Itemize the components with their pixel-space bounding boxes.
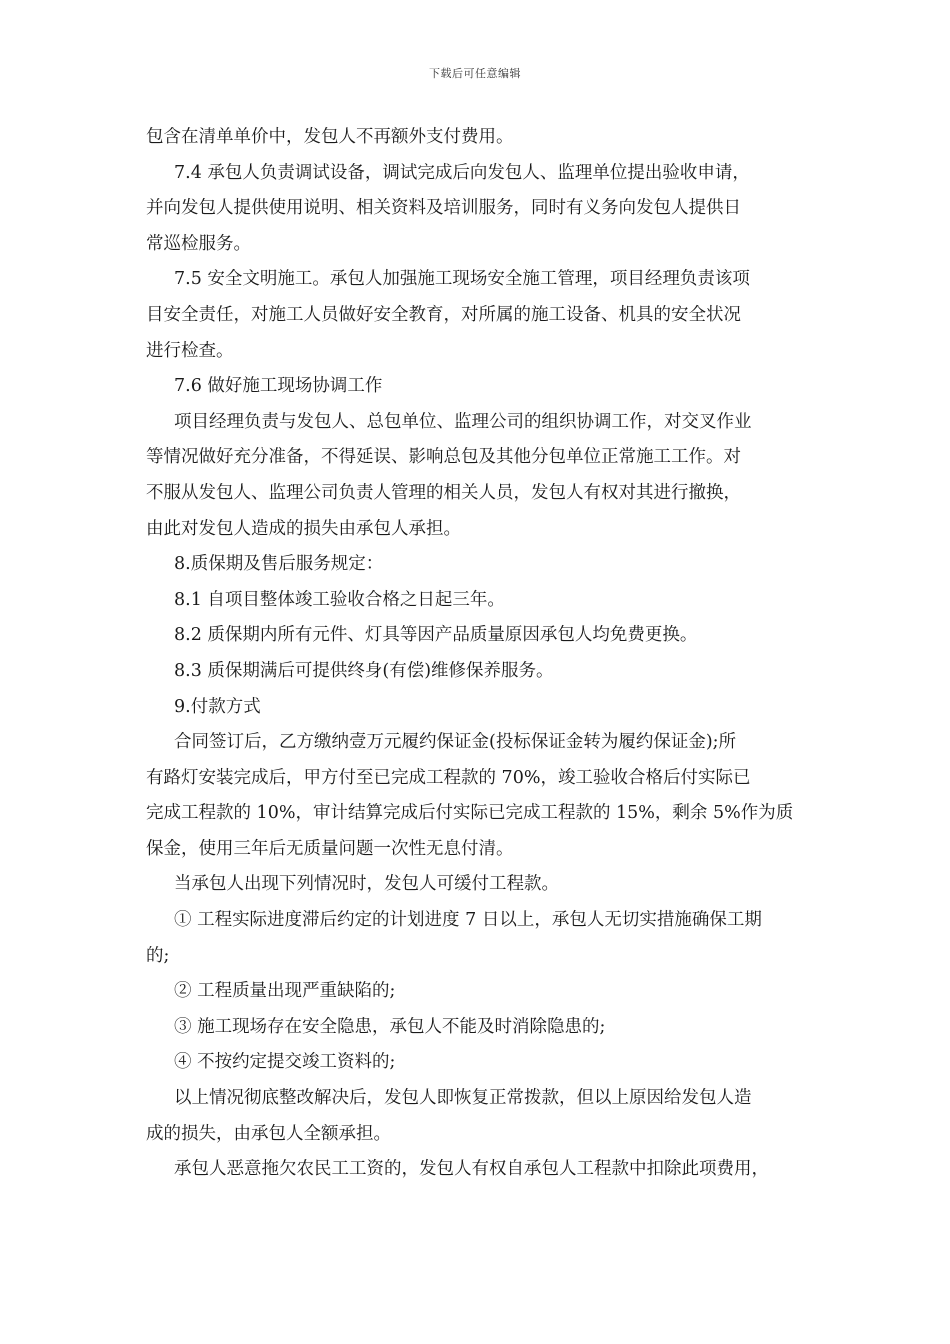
paragraph-line: 项目经理负责与发包人、总包单位、监理公司的组织协调工作，对交叉作业 [174, 411, 752, 432]
paragraph-line: 当承包人出现下列情况时，发包人可缓付工程款。 [174, 874, 559, 895]
paragraph-line: 保金，使用三年后无质量问题一次性无息付清。 [146, 838, 514, 859]
paragraph-line: 8.质保期及售后服务规定： [174, 554, 384, 575]
paragraph-line: 承包人恶意拖欠农民工工资的，发包人有权自承包人工程款中扣除此项费用， [174, 1159, 769, 1180]
paragraph-line: 不服从发包人、监理公司负责人管理的相关人员，发包人有权对其进行撤换， [146, 482, 741, 503]
paragraph-line: 7.4 承包人负责调试设备，调试完成后向发包人、监理单位提出验收申请， [174, 162, 750, 183]
paragraph-line: 7.5 安全文明施工。承包人加强施工现场安全施工管理，项目经理负责该项 [174, 269, 750, 290]
paragraph-line: 以上情况彻底整改解决后，发包人即恢复正常拨款，但以上原因给发包人造 [174, 1088, 752, 1109]
paragraph-line: 由此对发包人造成的损失由承包人承担。 [146, 518, 461, 539]
paragraph-line: 等情况做好充分准备，不得延误、影响总包及其他分包单位正常施工工作。对 [146, 447, 741, 468]
document-body [146, 120, 814, 1188]
paragraph-line: 成的损失，由承包人全额承担。 [146, 1123, 391, 1144]
paragraph-line: 9.付款方式 [174, 696, 261, 717]
paragraph-line: 的; [146, 945, 170, 966]
paragraph-line: 目安全责任，对施工人员做好安全教育，对所属的施工设备、机具的安全状况 [146, 304, 741, 325]
paragraph-line: ② 工程质量出现严重缺陷的; [174, 981, 396, 1002]
paragraph-line: 7.6 做好施工现场协调工作 [174, 376, 383, 397]
paragraph-line: 完成工程款的 10%，审计结算完成后付实际已完成工程款的 15%，剩余 5%作为质 [146, 803, 794, 824]
paragraph-line: 8.3 质保期满后可提供终身(有偿)维修保养服务。 [174, 660, 554, 681]
paragraph-line: 8.2 质保期内所有元件、灯具等因产品质量原因承包人均免费更换。 [174, 625, 698, 646]
paragraph-line: 合同签订后，乙方缴纳壹万元履约保证金(投标保证金转为履约保证金);所 [174, 732, 737, 753]
paragraph-line: 进行检查。 [146, 340, 234, 361]
paragraph-line: ④ 不按约定提交竣工资料的; [174, 1052, 396, 1073]
paragraph-line: 常巡检服务。 [146, 233, 251, 254]
paragraph-line: ③ 施工现场存在安全隐患，承包人不能及时消除隐患的; [174, 1016, 606, 1037]
paragraph-line: 有路灯安装完成后，甲方付至已完成工程款的 70%，竣工验收合格后付实际已 [146, 767, 751, 788]
page-header: 下载后可任意编辑 [429, 67, 521, 80]
paragraph-line: 包含在清单单价中，发包人不再额外支付费用。 [146, 127, 514, 147]
paragraph-line: ① 工程实际进度滞后约定的计划进度 7 日以上，承包人无切实措施确保工期 [174, 910, 762, 931]
paragraph-line: 并向发包人提供使用说明、相关资料及培训服务，同时有义务向发包人提供日 [146, 198, 741, 219]
paragraph-line: 8.1 自项目整体竣工验收合格之日起三年。 [174, 589, 505, 610]
